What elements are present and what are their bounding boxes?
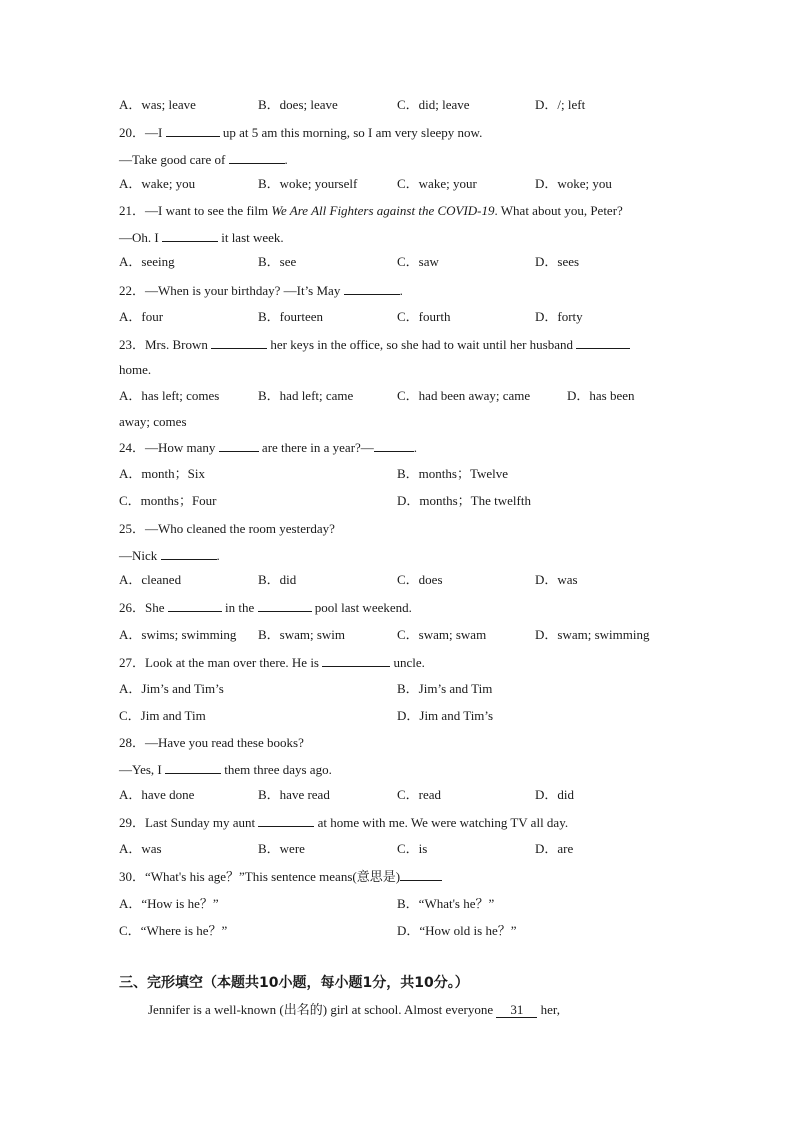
- q29-option-b: B．were: [258, 841, 305, 856]
- q24-stem: 24．—How many are there in a year?— .: [119, 440, 418, 455]
- q20-option-b: B．woke; yourself: [258, 176, 358, 191]
- q30-option-b: B．“What's he？”: [397, 896, 495, 911]
- q26-option-d: D．swam; swimming: [535, 627, 650, 642]
- q28-option-d: D．did: [535, 787, 575, 802]
- q23-stem-line2: home.: [119, 362, 152, 377]
- q30-option-d: D．“How old is he？”: [397, 923, 517, 938]
- q24-option-a: A．month；Six: [119, 466, 205, 481]
- answer-blank: [168, 599, 222, 612]
- q25-option-b: B．did: [258, 572, 297, 587]
- q28-stem: 28．—Have you read these books?: [119, 735, 304, 750]
- q26-stem: 26．She in the pool last weekend.: [119, 600, 412, 615]
- q20-option-d: D．woke; you: [535, 176, 612, 191]
- q28-stem-line2: —Yes, I them three days ago.: [119, 762, 332, 777]
- answer-blank: [211, 336, 267, 349]
- q20-stem-line2: —Take good care of .: [119, 152, 288, 167]
- q26-option-a: A．swims; swimming: [119, 627, 237, 642]
- answer-blank: [258, 814, 314, 827]
- q21-option-a: A．seeing: [119, 254, 175, 269]
- section-heading: 三、完形填空（本题共10小题，每小题1分，共10分。）: [119, 975, 469, 991]
- q28-option-a: A．have done: [119, 787, 195, 802]
- q30-stem: 30．“What's his age？”This sentence means(意思是): [119, 868, 442, 885]
- q29-option-c: C．is: [397, 841, 428, 856]
- q20-option-c: C．wake; your: [397, 176, 477, 191]
- answer-blank: [161, 547, 217, 560]
- q21-stem-line2: —Oh. I it last week.: [119, 230, 284, 245]
- answer-blank: [229, 151, 285, 164]
- q28-option-b: B．have read: [258, 787, 330, 802]
- cloze-passage: Jennifer is a well-known (出名的) girl at school. Almost everyone 31 her,: [148, 1002, 560, 1017]
- q22-stem: 22．—When is your birthday? —It’s May .: [119, 283, 403, 298]
- q27-stem: 27．Look at the man over there. He is uncle.: [119, 655, 425, 670]
- q19-option-d: D．/; left: [535, 97, 586, 112]
- q25-option-a: A．cleaned: [119, 572, 182, 587]
- answer-blank: [165, 761, 221, 774]
- q21-option-c: C．saw: [397, 254, 439, 269]
- q19-option-c: C．did; leave: [397, 97, 470, 112]
- q28-option-c: C．read: [397, 787, 442, 802]
- q21-stem: 21．—I want to see the film We Are All Fighters against the COVID-19. What about you, Peter?: [119, 203, 623, 218]
- q20-stem: 20．—I up at 5 am this morning, so I am very sleepy now.: [119, 125, 483, 140]
- q27-option-d: D．Jim and Tim’s: [397, 708, 494, 723]
- blank-number: 31: [496, 1003, 537, 1018]
- q22-option-a: A．four: [119, 309, 164, 324]
- q27-option-a: A．Jim’s and Tim’s: [119, 681, 224, 696]
- answer-blank: [322, 654, 390, 667]
- q22-option-d: D．forty: [535, 309, 583, 324]
- answer-blank: [576, 336, 630, 349]
- q29-option-d: D．are: [535, 841, 574, 856]
- q23-option-d-cont: away; comes: [119, 414, 187, 429]
- q25-stem-line2: —Nick .: [119, 548, 220, 563]
- q30-option-c: C．“Where is he？”: [119, 923, 228, 938]
- q23-option-c: C．had been away; came: [397, 388, 531, 403]
- answer-blank: [344, 282, 400, 295]
- q27-option-c: C．Jim and Tim: [119, 708, 206, 723]
- q19-option-a: A．was; leave: [119, 97, 196, 112]
- q23-option-a: A．has left; comes: [119, 388, 220, 403]
- film-title: We Are All Fighters against the COVID-19: [271, 203, 495, 218]
- q30-option-a: A．“How is he？”: [119, 896, 219, 911]
- q21-option-d: D．sees: [535, 254, 580, 269]
- answer-blank: [219, 439, 259, 452]
- q27-option-b: B．Jim’s and Tim: [397, 681, 493, 696]
- q22-option-c: C．fourth: [397, 309, 451, 324]
- answer-blank: [400, 868, 442, 881]
- q23-stem: 23．Mrs. Brown her keys in the office, so she had to wait until her husband: [119, 336, 630, 353]
- q26-option-b: B．swam; swim: [258, 627, 346, 642]
- q24-option-d: D．months；The twelfth: [397, 493, 531, 508]
- answer-blank: [258, 599, 312, 612]
- q29-option-a: A．was: [119, 841, 162, 856]
- q25-stem: 25．—Who cleaned the room yesterday?: [119, 521, 335, 536]
- answer-blank: [374, 439, 414, 452]
- q22-option-b: B．fourteen: [258, 309, 323, 324]
- q26-option-c: C．swam; swam: [397, 627, 487, 642]
- q21-option-b: B．see: [258, 254, 297, 269]
- q24-option-c: C．months；Four: [119, 493, 217, 508]
- q23-option-d: D．has been: [567, 388, 635, 403]
- q24-option-b: B．months；Twelve: [397, 466, 509, 481]
- answer-blank: [166, 124, 220, 137]
- q20-option-a: A．wake; you: [119, 176, 196, 191]
- q25-option-c: C．does: [397, 572, 443, 587]
- q23-option-b: B．had left; came: [258, 388, 354, 403]
- q29-stem: 29．Last Sunday my aunt at home with me. We were watching TV all day.: [119, 815, 569, 830]
- q19-option-b: B．does; leave: [258, 97, 338, 112]
- answer-blank: [162, 229, 218, 242]
- q25-option-d: D．was: [535, 572, 578, 587]
